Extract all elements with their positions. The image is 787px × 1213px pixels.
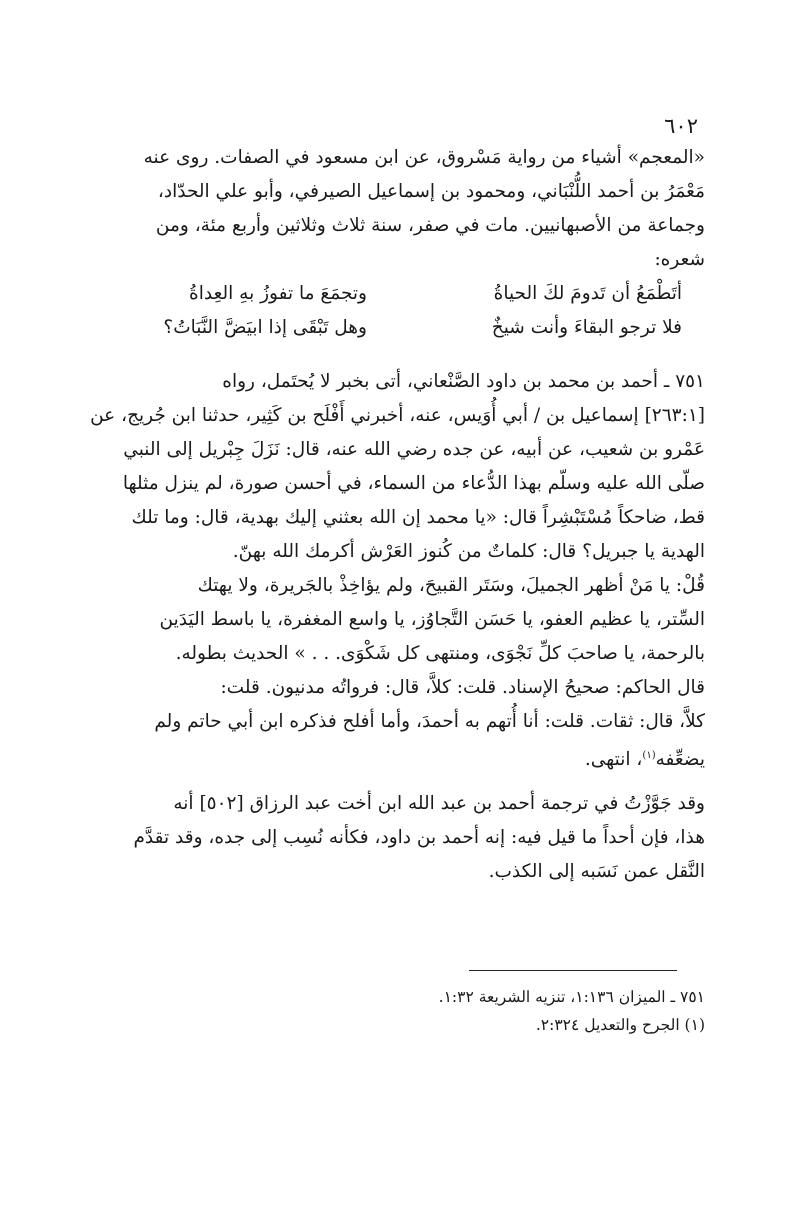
body-line: هذا، فإن أحداً ما قيل فيه: إنه أحمد بن داود، فكأنه نُسِب إلى جده، وقد تقدَّم — [133, 827, 705, 848]
entry-heading-line: ٧٥١ ـ أحمد بن محمد بن داود الصَّنْعاني، أتى بخبر لا يُحتَمل، رواه — [222, 371, 705, 392]
footnote-marker: (١) — [642, 750, 656, 761]
body-text: ، انتهى. — [584, 749, 643, 771]
body-line: النَّقل عمن نَسَبه إلى الكذب. — [488, 861, 705, 882]
poem-verse-first-half: فلا ترجو البقاءَ وأنت شيخٌ — [491, 317, 682, 338]
body-line: وجماعة من الأصبهانيين. مات في صفر، سنة ثلاث وثلاثين وأربع مئة، ومن — [155, 215, 705, 236]
body-line: مَعْمَرُ بن أحمد اللُّنْبَاني، ومحمود بن إسماعيل الصيرفي، وأبو علي الحدّاد، — [157, 181, 705, 202]
body-line: «المعجم» أشياء من رواية مَسْروق، عن ابن مسعود في الصفات. روى عنه — [143, 147, 705, 168]
body-line: شعره: — [654, 249, 705, 270]
poem-verse-second-half: وتجمَعَ ما تفوزُ بهِ العِداةُ — [189, 283, 367, 304]
body-line: قُلْ: يا مَنْ أظهر الجميلَ، وسَتَر القبيحَ، ولم يؤاخِذْ بالجَريرة، ولا يهتك — [197, 575, 705, 596]
body-line: قط، ضاحكاً مُسْتَبْشِراً قال: «يا محمد إن الله بعثني إليك بهدية، قال: وما تلك — [131, 507, 705, 528]
poem-verse-second-half: وهل تَبْقَى إذا ابيَضَّ النَّبَاتُ؟ — [163, 317, 367, 338]
body-line: كلاَّ، قال: ثقات. قلت: أنا أُتهم به أحمدَ، وأما أفلح فذكره ابن أبي حاتم ولم — [154, 711, 705, 732]
footnote: ٧٥١ ـ الميزان ١:١٣٦، تنزيه الشريعة ١:٣٢. — [438, 988, 705, 1006]
body-line: السِّتر، يا عظيم العفو، يا حَسَن التَّجاوُز، يا واسع المغفرة، يا باسط اليَدَين — [159, 609, 705, 630]
body-line: قال الحاكم: صحيحُ الإسناد. قلت: كلاَّ، قال: فرواتُه مدنيون. قلت: — [220, 677, 705, 698]
body-text: يضعِّفه — [655, 749, 705, 771]
body-line-with-footnote — [585, 744, 705, 772]
body-line: بالرحمة، يا صاحبَ كلِّ نَجْوَى، ومنتهى كل شَكْوَى. . . » الحديث بطوله. — [175, 643, 705, 664]
body-line: عَمْرو بن شعيب، عن أبيه، عن جده رضي الله عنه، قال: نَزَلَ جِبْريل إلى النبي — [123, 439, 705, 460]
footnote-separator — [469, 970, 677, 971]
footnote: (١) الجرح والتعديل ٢:٣٢٤. — [535, 1016, 705, 1034]
page-number: ٦٠٢ — [664, 114, 698, 138]
poem-verse-first-half: أتَطْمَعُ أن تَدومَ لكَ الحياةُ — [493, 283, 682, 304]
body-line: صلّى الله عليه وسلّم بهذا الدُّعاء من السماء، في أحسن صورة، لم ينزل مثلها — [122, 473, 705, 494]
body-line: [٢٦٣:١] إسماعيل بن / أبي أُوَيس، عنه، أخبرني أَفْلَح بن كَثِير، حدثنا ابن جُريج، عن — [90, 405, 705, 426]
body-line: الهدية يا جبريل؟ قال: كلماتٌ من كُنوز العَرْش أكرمك الله بهنّ. — [232, 541, 705, 562]
body-line: وقد جَوَّزْتُ في ترجمة أحمد بن عبد الله ابن أخت عبد الرزاق [٥٠٢] أنه — [173, 793, 705, 814]
